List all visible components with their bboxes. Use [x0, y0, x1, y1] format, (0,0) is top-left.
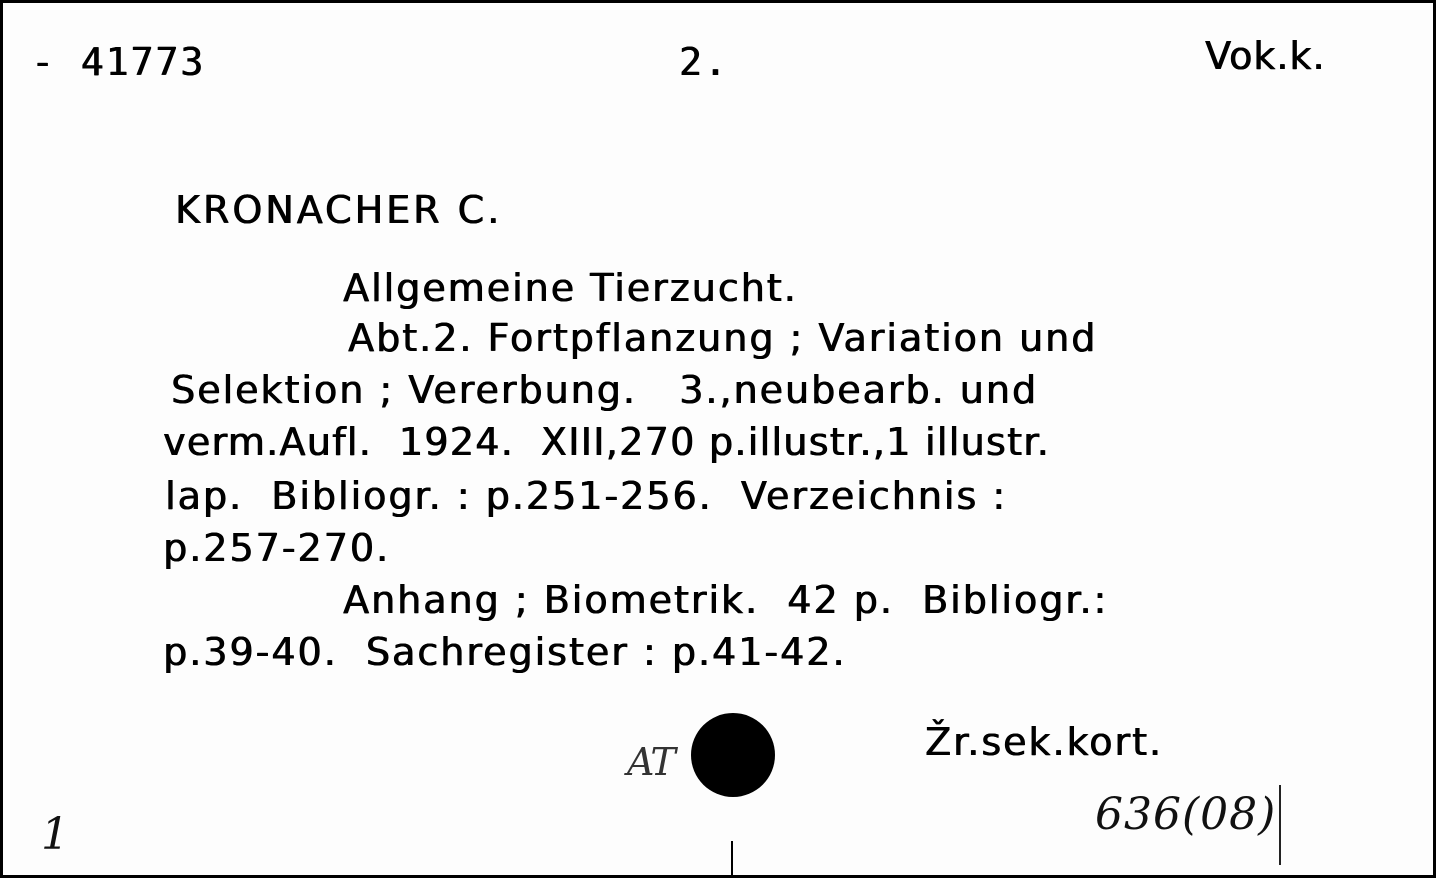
- description-line-1: Abt.2. Fortpflanzung ; Variation und: [348, 316, 1098, 360]
- description-line-3: verm.Aufl. 1924. XIII,270 p.illustr.,1 illustr.: [163, 420, 1051, 464]
- collection-note: Žr.sek.kort.: [925, 720, 1164, 764]
- description-line-2: Selektion ; Vererbung. 3.,neubearb. und: [171, 368, 1038, 412]
- handwritten-mark: AT: [627, 740, 674, 784]
- description-line-6: Anhang ; Biometrik. 42 p. Bibliogr.:: [343, 578, 1109, 622]
- call-number: - 41773: [31, 40, 206, 84]
- description-line-4: lap. Bibliogr. : p.251-256. Verzeichnis :: [165, 474, 1008, 518]
- title-line: Allgemeine Tierzucht.: [343, 266, 798, 310]
- description-line-7: p.39-40. Sachregister : p.41-42.: [163, 630, 847, 674]
- description-line-5: p.257-270.: [163, 526, 391, 570]
- handwritten-bracket: [1279, 785, 1285, 865]
- handwritten-classification: 636(08): [1095, 789, 1277, 840]
- author-heading: KRONACHER C.: [175, 188, 503, 232]
- location-code: Vok.k.: [1205, 34, 1326, 78]
- handwritten-count: 1: [41, 809, 69, 860]
- volume-part: 2.: [679, 40, 729, 84]
- punch-hole-mark: [731, 841, 733, 877]
- punch-hole: [691, 713, 775, 797]
